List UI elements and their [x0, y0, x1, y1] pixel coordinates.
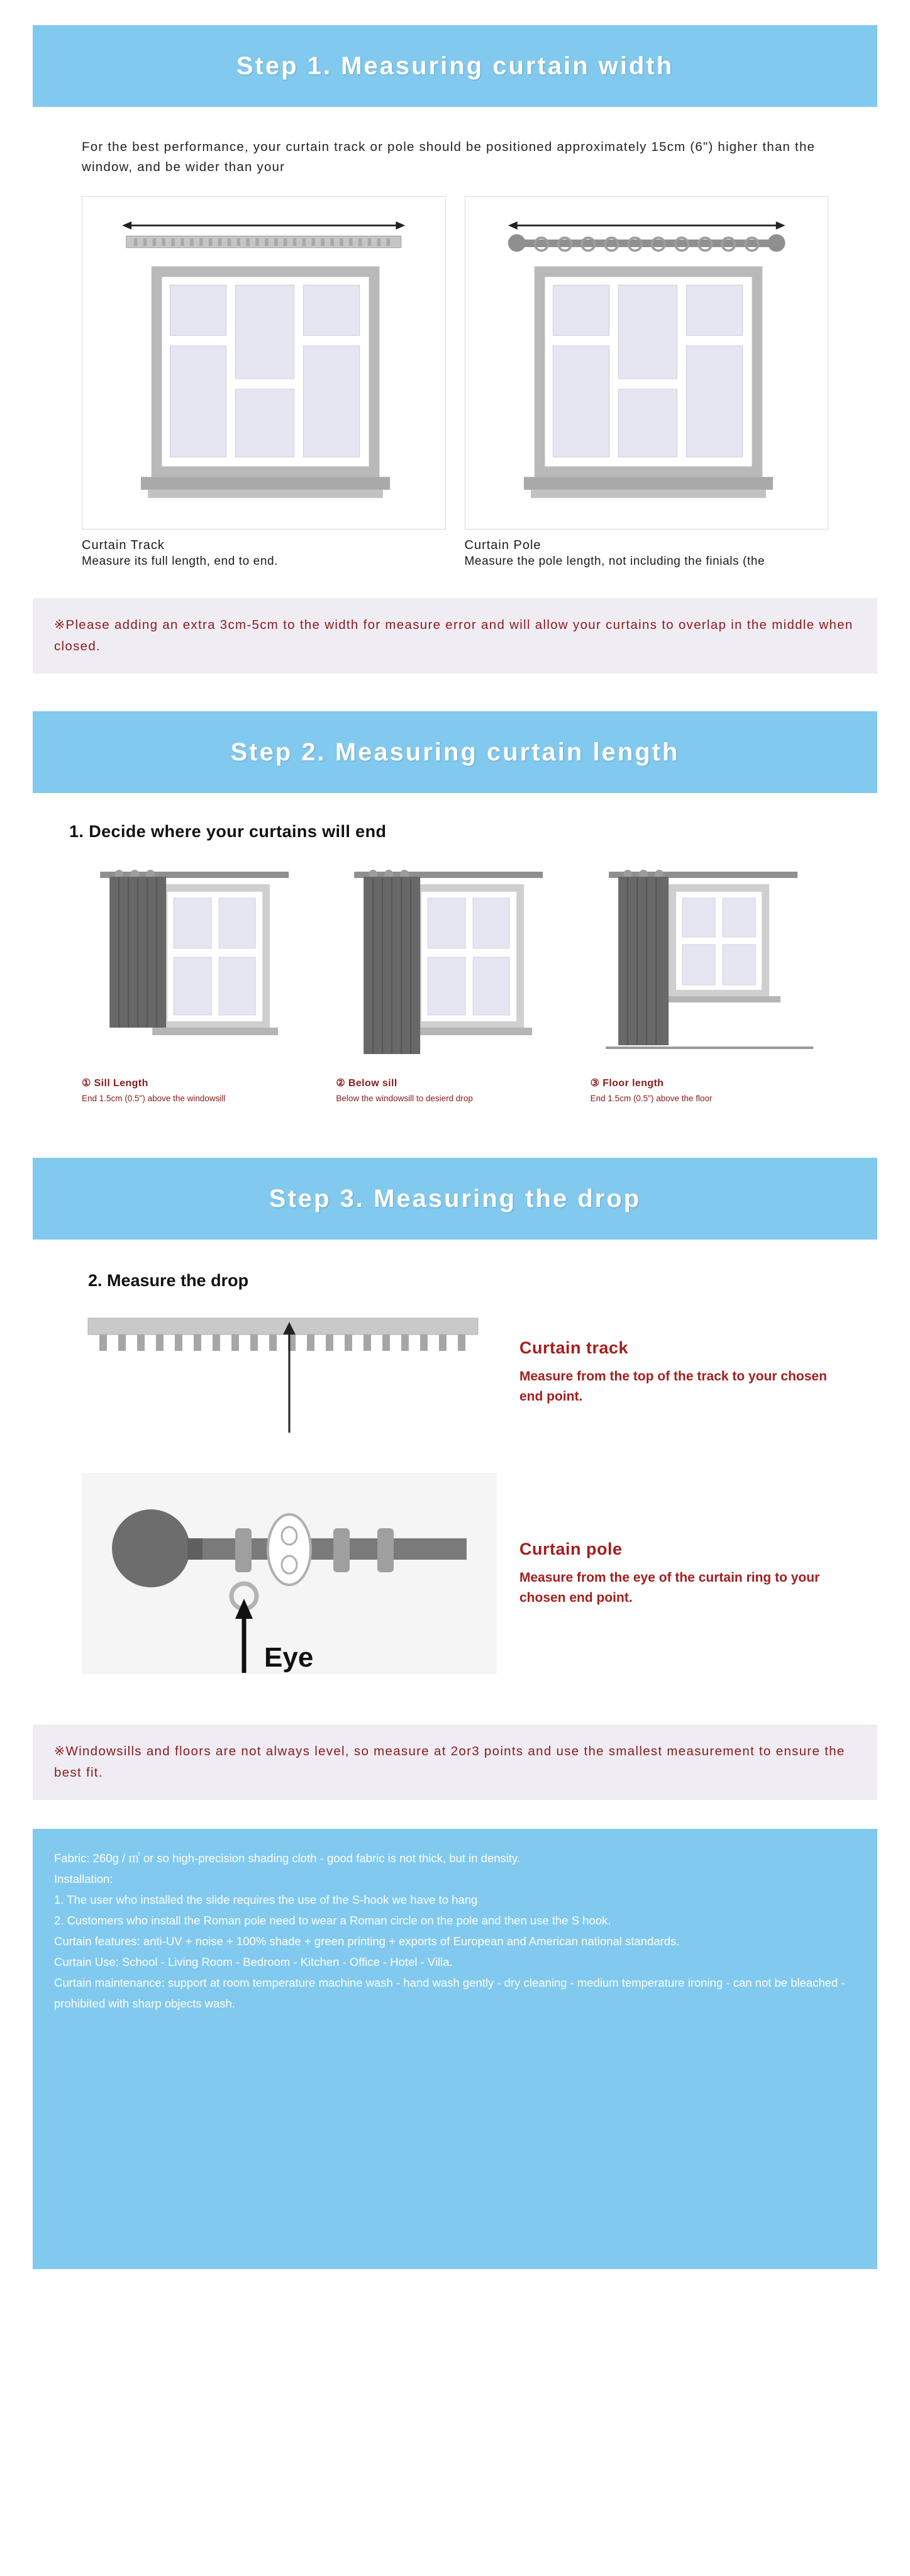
sill-length-caption: ① Sill Length: [82, 1078, 148, 1089]
info-line-install-1: 1. The user who installed the slide requires the use of the S-hook we have to hang: [54, 1893, 478, 1906]
step-2-banner: [33, 711, 877, 793]
option-sill-length: [82, 859, 319, 1104]
floor-length-caption: ③ Floor length: [590, 1078, 664, 1089]
pole-measure-drawing: [82, 1473, 497, 1674]
track-measure-illustration: [82, 1309, 497, 1435]
pole-measure-text: [519, 1540, 828, 1608]
below-sill-detail: Below the windowsill to desierd drop: [336, 1094, 473, 1103]
curtain-track-drawing: [82, 197, 445, 529]
sill-length-illustration: [82, 859, 319, 1073]
step-1-note: ※Please adding an extra 3cm-5cm to the width for measure error and will allow your curtains to overlap in the middle when closed.: [33, 598, 877, 674]
sill-length-drawing: [82, 859, 319, 1073]
step-1-intro-text: For the best performance, your curtain track or pole should be positioned approximately 15cm (6") higher than the window, and be wider than your: [82, 140, 816, 174]
curtain-pole-heading: Curtain pole: [519, 1539, 623, 1558]
floor-length-detail: End 1.5cm (0.5") above the floor: [590, 1094, 713, 1103]
curtain-track-instruction: Measure from the top of the track to your chosen end point.: [519, 1368, 827, 1404]
floor-length-illustration: [591, 859, 828, 1073]
pole-measure-illustration: [82, 1473, 497, 1674]
info-line-installation: Installation:: [54, 1872, 113, 1885]
curtain-track-heading: Curtain track: [519, 1338, 629, 1357]
option-below-sill: [336, 859, 574, 1104]
info-line-use: Curtain Use: School - Living Room - Bedroom - Kitchen - Office - Hotel - Villa.: [54, 1955, 453, 1968]
floor-length-drawing: [591, 859, 828, 1073]
step-1-banner: [33, 25, 877, 107]
step-2-title: Step 2. Measuring curtain length: [230, 738, 680, 766]
curtain-pole-drawing: [465, 197, 828, 529]
sill-length-detail: End 1.5cm (0.5") above the windowsill: [82, 1094, 226, 1103]
product-info-block: [33, 1829, 877, 2269]
below-sill-caption: ② Below sill: [336, 1078, 397, 1089]
step-3-note: ※Windowsills and floors are not always level, so measure at 2or3 points and use the smallest measurement to ensure the best fit.: [33, 1724, 877, 1800]
track-measure-text: [519, 1338, 828, 1407]
curtain-pole-measure-row: [82, 1473, 828, 1674]
below-sill-drawing: [336, 859, 574, 1073]
curtain-track-figure: [82, 196, 446, 570]
curtain-track-illustration: [82, 196, 446, 530]
curtain-pole-illustration: [465, 196, 829, 530]
step-2-subhead: 1. Decide where your curtains will end: [69, 822, 387, 841]
measuring-guide-page: [0, 25, 910, 2294]
eye-label: Eye: [264, 1642, 314, 1673]
step-1-figures: [82, 196, 828, 570]
step-2-options: [82, 859, 828, 1104]
step-3-banner: [33, 1158, 877, 1240]
curtain-pole-instruction: Measure from the eye of the curtain ring to your chosen end point.: [519, 1570, 820, 1605]
info-line-maintenance: Curtain maintenance: support at room temperature machine wash - hand wash gently - dry cleaning - medium temperature ironing - can not be bleached - prohibited with sharp objects wash.: [54, 1976, 845, 2010]
step-3-title: Step 3. Measuring the drop: [269, 1184, 641, 1213]
info-line-features: Curtain features: anti-UV + noise + 100% shade + green printing + exports of European and American national standards.: [54, 1935, 680, 1948]
curtain-track-measure-row: [82, 1309, 828, 1435]
track-measure-drawing: [82, 1309, 497, 1435]
curtain-pole-caption-title: Curtain Pole: [464, 538, 541, 552]
step-1-title: Step 1. Measuring curtain width: [236, 52, 674, 80]
step-3-subhead: 2. Measure the drop: [88, 1271, 249, 1290]
below-sill-illustration: [336, 859, 574, 1073]
curtain-track-caption-body: Measure its full length, end to end.: [82, 555, 279, 568]
option-floor-length: [591, 859, 828, 1104]
curtain-pole-caption-body: Measure the pole length, not including the finials (the: [464, 555, 765, 568]
curtain-pole-figure: [465, 196, 829, 570]
info-line-fabric: Fabric: 260g / ㎡ or so high-precision shading cloth - good fabric is not thick, but in density.: [54, 1852, 521, 1865]
info-line-install-2: 2. Customers who install the Roman pole need to wear a Roman circle on the pole and then use the S hook.: [54, 1914, 611, 1927]
curtain-track-caption-title: Curtain Track: [82, 538, 165, 552]
